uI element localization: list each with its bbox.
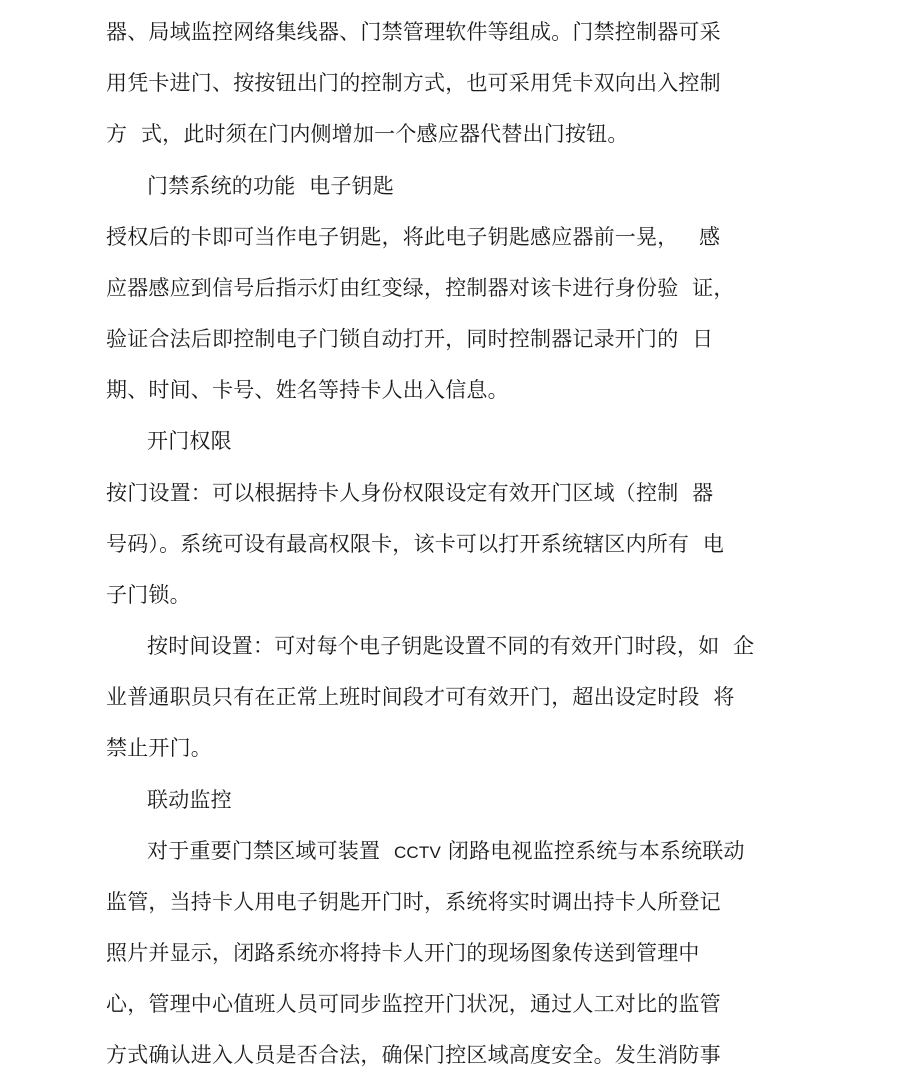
paragraph-line: 器、局域监控网络集线器、门禁管理软件等组成。门禁控制器可采 — [106, 20, 721, 44]
paragraph-line: 照片并显示，闭路系统亦将持卡人开门的现场图象传送到管理中 — [106, 941, 700, 965]
paragraph-line: 按门设置：可以根据持卡人身份权限设定有效开门区域（控制 器 — [106, 481, 714, 505]
paragraph-line: 业普通职员只有在正常上班时间段才可有效开门，超出设定时段 将 — [106, 685, 735, 709]
paragraph-line: 验证合法后即控制电子门锁自动打开，同时控制器记录开门的 日 — [106, 327, 714, 351]
paragraph-line: 号码）。系统可设有最高权限卡，该卡可以打开系统辖区内所有 电 — [106, 532, 725, 556]
paragraph-line: 禁止开门。 — [106, 736, 212, 760]
paragraph-line: 方 式，此时须在门内侧增加一个感应器代替出门按钮。 — [106, 122, 629, 146]
paragraph-line: 按时间设置：可对每个电子钥匙设置不同的有效开门时段，如 企 — [147, 634, 755, 658]
paragraph-text: 闭路电视监控系统与本系统联动 — [441, 839, 745, 863]
paragraph-line: 应器感应到信号后指示灯由红变绿，控制器对该卡进行身份验 证， — [106, 276, 735, 300]
paragraph-text: 对于重要门禁区域可装置 — [147, 839, 394, 863]
section-heading: 门禁系统的功能 电子钥匙 — [147, 174, 394, 198]
paragraph-line — [147, 836, 745, 868]
paragraph-line: 子门锁。 — [106, 583, 191, 607]
paragraph-line: 期、时间、卡号、姓名等持卡人出入信息。 — [106, 378, 509, 402]
section-heading: 联动监控 — [147, 788, 232, 812]
paragraph-line: 授权后的卡即可当作电子钥匙，将此电子钥匙感应器前一晃， 感 — [106, 225, 721, 249]
cctv-term: CCTV — [393, 843, 442, 862]
paragraph-line: 心，管理中心值班人员可同步监控开门状况，通过人工对比的监管 — [106, 992, 721, 1016]
section-heading: 开门权限 — [147, 429, 232, 453]
paragraph-line: 方式确认进入人员是否合法，确保门控区域高度安全。发生消防事 — [106, 1043, 721, 1067]
paragraph-line: 监管，当持卡人用电子钥匙开门时，系统将实时调出持卡人所登记 — [106, 890, 721, 914]
paragraph-line: 用凭卡进门、按按钮出门的控制方式，也可采用凭卡双向出入控制 — [106, 71, 721, 95]
